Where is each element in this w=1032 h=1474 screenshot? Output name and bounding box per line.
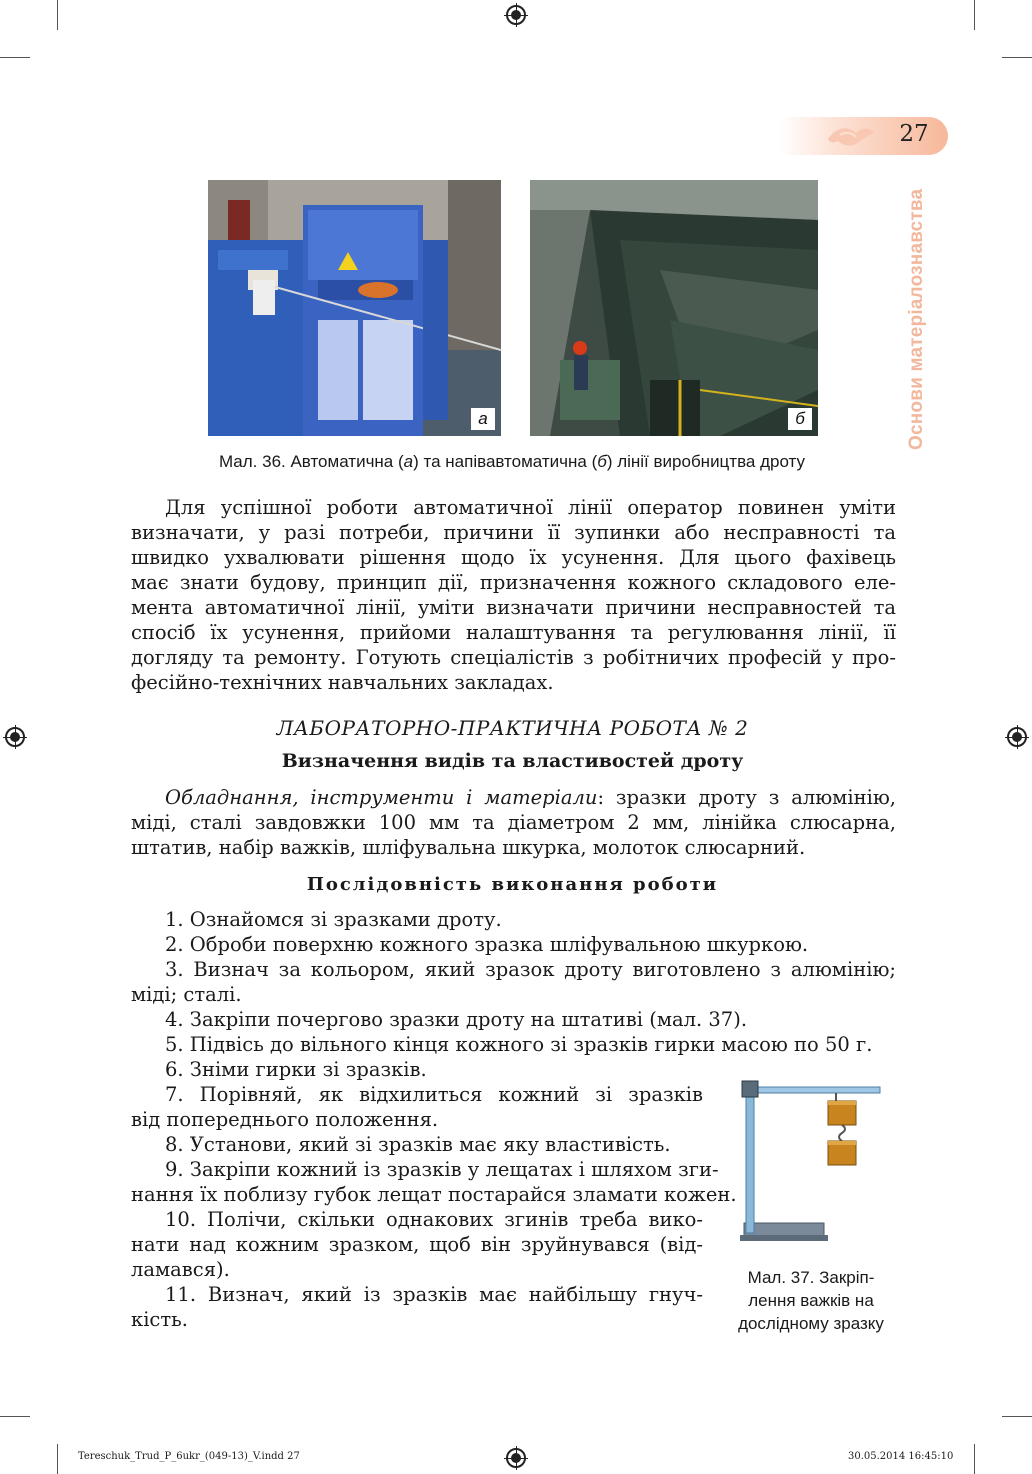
step-4: 4. Закріпи почергово зразки дроту на штативі (мал. 37). [165,1008,748,1031]
lab-work-subtitle: Визначення видів та властивостей дроту [281,750,744,772]
step-2: 2. Оброби поверхню кожного зразка шліфувальною шкуркою. [165,933,809,956]
paragraph-line: Для успішної роботи автоматичної лінії оператор повинен уміти [165,496,896,519]
paragraph-line: має знати будову, принцип дії, призначення кожного складового еле- [131,571,896,594]
step-10: 10. Полічи, скільки однакових згинів треба вико- нати над кожним зразком, щоб він зруйнувався (від- ламався). [131,1208,703,1281]
sequence-title: Послідовність виконання роботи [306,874,719,895]
crop-mark [974,0,975,30]
photo-automatic-line [208,180,501,436]
step-7: 7. Порівняй, як відхилиться кожний зі зразків від попереднього положення. [131,1083,703,1131]
paragraph-line: швидко ухвалювати рішення щодо їх усунення. Для цього фахівець [131,546,896,569]
equipment-line: Обладнання, інструменти і матеріали: зразки дроту з алюмінію, [165,786,896,809]
registration-mark-icon [1007,727,1027,747]
crop-mark [1002,1416,1032,1417]
footer-datetime: 30.05.2014 16:45:10 [848,1451,954,1462]
figure-37-caption: Мал. 37. Закріп- лення важків на дослідному зразку [738,1268,884,1333]
photo-semiautomatic-line [530,180,818,436]
crop-mark [57,1444,58,1474]
crop-mark [974,1444,975,1474]
step-8: 8. Установи, який зі зразків має яку властивість. [165,1133,671,1156]
crop-mark [0,1416,30,1417]
equipment-paragraph [131,785,896,860]
crop-mark [0,57,30,58]
machine-illustration [208,180,501,436]
step-11: 11. Визнач, який із зразків має найбільшу гнуч- кість. [131,1283,703,1331]
paragraph-line: фесійно-технічних навчальних закладах. [131,671,554,694]
paragraph-line: визначати, у разі потреби, причини її зупинки або несправності та [131,521,896,544]
equipment-label: Обладнання, інструменти і матеріали [165,786,598,809]
photo-letter-b: б [788,408,812,430]
step-3: 3. Визнач за кольором, який зразок дроту виготовлено з алюмінію; міді; сталі. [131,958,896,1006]
registration-mark-icon [5,727,25,747]
lab-work-title: ЛАБОРАТОРНО-ПРАКТИЧНА РОБОТА № 2 [276,716,749,740]
footer-file-name: Tereschuk_Trud_P_6ukr_(049-13)_V.indd 27 [78,1451,300,1462]
step-6: 6. Зніми гирки зі зразків. [165,1058,427,1081]
paragraph-line: мента автоматичної лінії, уміти визначати причини несправностей та [131,596,896,619]
step-1: 1. Ознайомся зі зразками дроту. [165,908,502,931]
page-number: 27 [899,121,929,147]
crop-mark [1002,57,1032,58]
registration-mark-icon [506,5,526,25]
equipment-line: міді, сталі завдовжки 100 мм та діаметром 2 мм, лінійка слюсарна, [131,811,896,834]
crop-mark [57,0,58,30]
fleur-ornament-icon [826,121,876,151]
photo-letter-a: а [471,408,495,430]
step-5: 5. Підвісь до вільного кінця кожного зі зразків гирки масою по 50 г. [165,1033,873,1056]
step-9: 9. Закріпи кожний із зразків у лещатах і шляхом зги- нання їх поблизу губок лещат постарайся зламати кожен. [131,1158,737,1206]
stand-with-weights-illustration [736,1075,886,1255]
intro-paragraph [131,495,896,695]
registration-mark-icon [506,1448,526,1468]
figure-36-caption: Мал. 36. Автоматична (а) та напівавтоматична (б) лінії виробництва дроту [218,452,806,471]
section-label: Основи матеріалознавства [906,188,927,450]
factory-illustration [530,180,818,436]
equipment-line: штатив, набір важків, шліфувальна шкурка, молоток слюсарний. [131,836,806,859]
paragraph-line: спосіб їх усунення, прийоми налаштування та регулювання лінії, її [131,621,896,644]
paragraph-line: догляду та ремонту. Готують спеціалістів з робітничих професій у про- [131,646,896,669]
